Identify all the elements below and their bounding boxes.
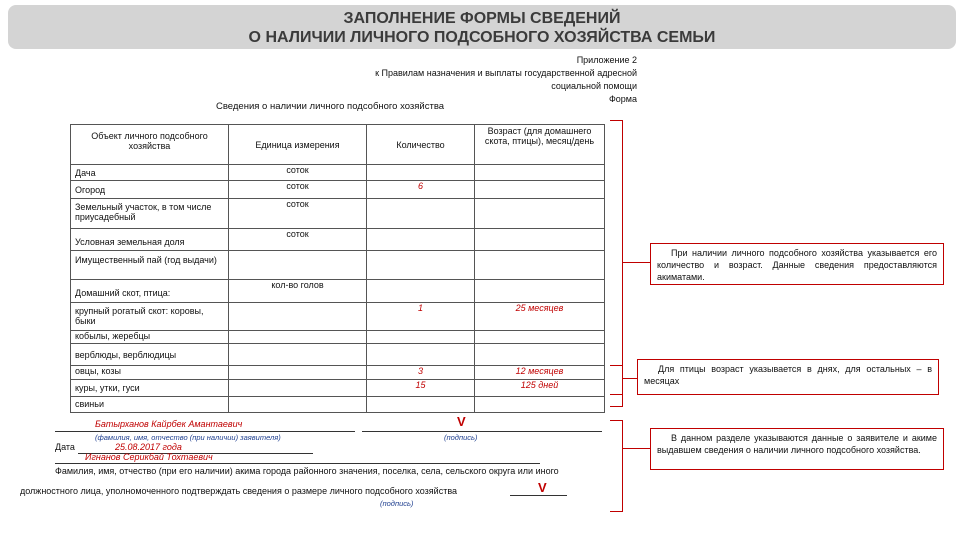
slide-header: [8, 5, 956, 49]
table-row: [71, 366, 605, 380]
row-object: Имущественный пай (год выдачи): [71, 251, 229, 280]
row-age: 125 дней: [475, 380, 605, 397]
connector-1: [622, 262, 650, 263]
row-qty: 15: [367, 380, 475, 397]
row-age: [475, 331, 605, 344]
row-unit: соток: [229, 229, 367, 251]
signature-v-mark: V: [457, 414, 466, 429]
row-qty: [367, 251, 475, 280]
header-age: Возраст (для домашнего скота, птицы), месяц/день: [475, 125, 605, 165]
table-row: [71, 397, 605, 413]
row-object: Условная земельная доля: [71, 229, 229, 251]
header-qty: Количество: [367, 125, 475, 165]
row-age: [475, 229, 605, 251]
row-qty: [367, 229, 475, 251]
row-age: 12 месяцев: [475, 366, 605, 380]
official-text-2: должностного лица, уполномоченного подтверждать сведения о размере личного подсобного хозяйства: [20, 486, 458, 496]
household-table: [70, 124, 605, 413]
table-row: [71, 344, 605, 366]
row-qty: 3: [367, 366, 475, 380]
row-object: верблюды, верблюдицы: [71, 344, 229, 366]
row-object: куры, утки, гуси: [71, 380, 229, 397]
row-object: Дача: [71, 165, 229, 181]
row-qty: 6: [367, 181, 475, 199]
official-signature-line: [510, 495, 567, 496]
appendix-line-4: Форма: [608, 94, 637, 104]
applicant-name-line: [55, 431, 355, 432]
row-age: [475, 181, 605, 199]
form-title: Сведения о наличии личного подсобного хозяйства: [216, 101, 445, 112]
row-qty: [367, 397, 475, 413]
row-object: Домашний скот, птица:: [71, 280, 229, 303]
appendix-line-3: социальной помощи: [551, 81, 637, 91]
row-unit: соток: [229, 199, 367, 229]
row-age: 25 месяцев: [475, 303, 605, 331]
applicant-name: Батырханов Кайрбек Амантаевич: [95, 419, 243, 429]
table-row: [71, 331, 605, 344]
row-qty: [367, 344, 475, 366]
connector-2: [622, 378, 637, 379]
official-name-line: [55, 463, 540, 464]
row-qty: [367, 331, 475, 344]
table-row: [71, 199, 605, 229]
table-header-row: [71, 125, 605, 165]
row-object: кобылы, жеребцы: [71, 331, 229, 344]
row-age: [475, 344, 605, 366]
row-qty: [367, 280, 475, 303]
table-row: [71, 165, 605, 181]
row-unit: [229, 344, 367, 366]
date-value: 25.08.2017 года: [115, 442, 182, 452]
row-object: Огород: [71, 181, 229, 199]
bracket-livestock: [610, 365, 623, 395]
appendix-block: [375, 54, 637, 106]
official-name: Игнанов Серикбай Тохтаевич: [85, 452, 213, 462]
header-object: Объект личного подсобного хозяйства: [71, 125, 229, 165]
row-qty: [367, 165, 475, 181]
row-qty: [367, 199, 475, 229]
row-unit: [229, 397, 367, 413]
callout-applicant-official: В данном разделе указываются данные о заявителе и акиме выдавшем сведения о наличии личного подсобного хозяйства.: [650, 428, 944, 470]
header-line-1: ЗАПОЛНЕНИЕ ФОРМЫ СВЕДЕНИЙ: [343, 10, 621, 27]
appendix-line-1: Приложение 2: [576, 55, 637, 65]
row-qty: 1: [367, 303, 475, 331]
connector-3: [622, 448, 650, 449]
row-unit: кол-во голов: [229, 280, 367, 303]
row-unit: соток: [229, 181, 367, 199]
table-row: [71, 251, 605, 280]
bracket-main: [610, 120, 623, 407]
row-unit: соток: [229, 165, 367, 181]
table-row: [71, 229, 605, 251]
row-age: [475, 251, 605, 280]
row-unit: [229, 331, 367, 344]
date-label: Дата: [55, 442, 75, 452]
row-object: свиньи: [71, 397, 229, 413]
row-unit: [229, 251, 367, 280]
callout-quantity-age: При наличии личного подсобного хозяйства указывается его количество и возраст. Данные сведения предоставляются акиматами.: [650, 243, 944, 285]
callout-poultry-age: Для птицы возраст указывается в днях, для остальных – в месяцах: [637, 359, 939, 395]
table-row: [71, 280, 605, 303]
row-object: крупный рогатый скот: коровы, быки: [71, 303, 229, 331]
row-age: [475, 165, 605, 181]
row-unit: [229, 366, 367, 380]
row-age: [475, 280, 605, 303]
row-object: овцы, козы: [71, 366, 229, 380]
row-unit: [229, 303, 367, 331]
row-age: [475, 397, 605, 413]
table-row: [71, 181, 605, 199]
appendix-line-2: к Правилам назначения и выплаты государственной адресной: [375, 68, 637, 78]
table-row: [71, 303, 605, 331]
row-unit: [229, 380, 367, 397]
signature-caption-2: (подпись): [380, 499, 414, 508]
header-unit: Единица измерения: [229, 125, 367, 165]
applicant-caption: (фамилия, имя, отчество (при наличии) заявителя): [95, 433, 281, 442]
header-line-2: О НАЛИЧИИ ЛИЧНОГО ПОДСОБНОГО ХОЗЯЙСТВА СЕМЬИ: [248, 29, 716, 46]
official-v-mark: V: [538, 480, 547, 495]
table-row: [71, 380, 605, 397]
row-object: Земельный участок, в том числе приусадебный: [71, 199, 229, 229]
bracket-signature: [610, 420, 623, 512]
official-text-1: Фамилия, имя, отчество (при его наличии) акима города районного значения, поселка, села, сельского округа или иного: [55, 466, 559, 476]
row-age: [475, 199, 605, 229]
signature-caption: (подпись): [444, 433, 478, 442]
applicant-signature-line: [362, 431, 602, 432]
